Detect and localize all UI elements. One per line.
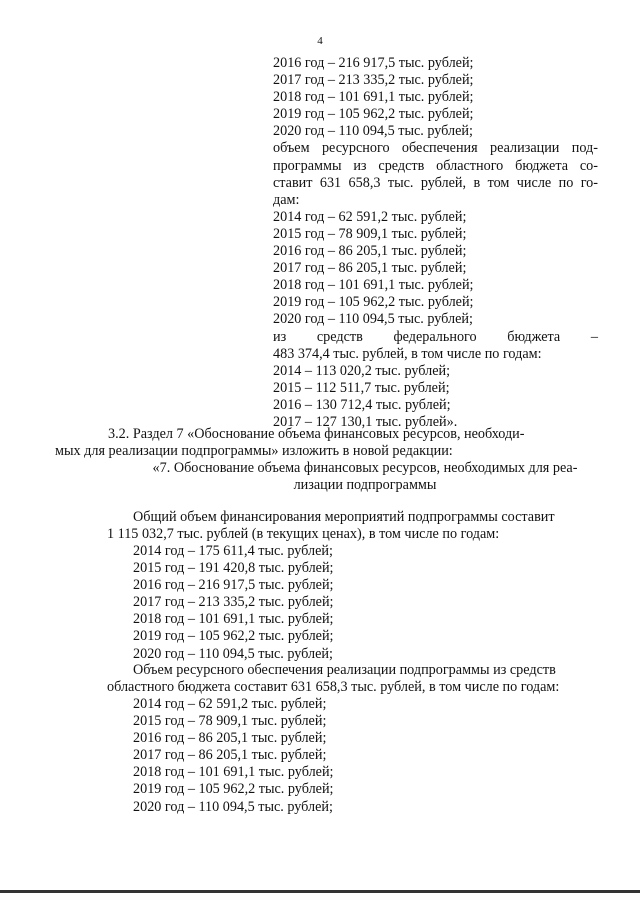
regional-year-line: 2020 год – 110 094,5 тыс. рублей; [273, 311, 473, 328]
resource-paragraph [107, 662, 597, 696]
total-year-line: 2014 год – 175 611,4 тыс. рублей; [133, 543, 333, 559]
regional-year-line: 2016 год – 86 205,1 тыс. рублей; [133, 730, 327, 747]
federal-word: бюджета [507, 328, 561, 345]
regional-year-line: 2018 год – 101 691,1 тыс. рублей; [133, 764, 334, 781]
section-heading [135, 460, 595, 494]
year-line: 2020 год – 110 094,5 тыс. рублей; [273, 123, 473, 140]
regional-year-line: 2019 год – 105 962,2 тыс. рублей; [273, 294, 474, 311]
federal-word: – [590, 328, 598, 345]
regional-year-line: 2020 год – 110 094,5 тыс. рублей; [133, 798, 333, 815]
total-year-line: 2019 год – 105 962,2 тыс. рублей; [133, 628, 334, 645]
federal-word: федерального [393, 328, 477, 345]
federal-year-line: 2016 – 130 712,4 тыс. рублей; [273, 396, 451, 413]
regional-budget-text: объем ресурсного обеспечения реализации под- [273, 140, 598, 157]
year-line: 2018 год – 101 691,1 тыс. рублей; [273, 89, 474, 106]
intro-line: Общий объем финансирования мероприятий подпрограммы составит [133, 509, 555, 525]
regional-year-line: 2018 год – 101 691,1 тыс. рублей; [273, 277, 474, 294]
page-number: 4 [317, 35, 323, 47]
regional-year-line: 2019 год – 105 962,2 тыс. рублей; [133, 781, 334, 798]
lower-total-years [133, 543, 334, 663]
regional-year-line: 2014 год – 62 591,2 тыс. рублей; [133, 696, 327, 712]
regional-year-line: 2015 год – 78 909,1 тыс. рублей; [273, 225, 467, 242]
federal-budget-text [273, 329, 598, 346]
resource-line: Объем ресурсного обеспечения реализации подпрограммы из средств [133, 662, 556, 678]
year-line: 2017 год – 213 335,2 тыс. рублей; [273, 72, 474, 89]
federal-word: из [273, 328, 287, 345]
regional-year-line: 2015 год – 78 909,1 тыс. рублей; [133, 713, 327, 730]
regional-budget-text: ставит 631 658,3 тыс. рублей, в том числе по го- [273, 174, 598, 191]
federal-year-line: 2015 – 112 511,7 тыс. рублей; [273, 379, 450, 396]
section-line: мых для реализации подпрограммы» изложить в новой редакции: [55, 443, 453, 460]
regional-year-line: 2017 год – 86 205,1 тыс. рублей; [273, 260, 467, 277]
total-year-line: 2018 год – 101 691,1 тыс. рублей; [133, 611, 334, 628]
resource-line: областного бюджета составит 631 658,3 тыс. рублей, в том числе по годам: [107, 679, 560, 696]
intro-paragraph [107, 509, 597, 543]
federal-word: средств [316, 328, 363, 345]
total-year-line: 2015 год – 191 420,8 тыс. рублей; [133, 560, 334, 577]
federal-budget-text: 483 374,4 тыс. рублей, в том числе по годам: [273, 345, 542, 362]
section-line: 3.2. Раздел 7 «Обоснование объема финансовых ресурсов, необходи- [108, 426, 525, 442]
intro-line: 1 115 032,7 тыс. рублей (в текущих ценах), в том числе по годам: [107, 526, 500, 543]
federal-year-line: 2014 – 113 020,2 тыс. рублей; [273, 362, 451, 379]
year-line: 2016 год – 216 917,5 тыс. рублей; [273, 55, 474, 71]
heading-line: лизации подпрограммы [293, 477, 437, 494]
heading-line: «7. Обоснование объема финансовых ресурсов, необходимых для реа- [152, 460, 578, 476]
upper-funding-block [273, 55, 598, 431]
federal-year-line: 2017 – 127 130,1 тыс. рублей». [273, 413, 458, 430]
regional-budget-text: программы из средств областного бюджета со- [273, 157, 598, 174]
bottom-rule [0, 890, 640, 893]
lower-regional-years [133, 696, 334, 816]
regional-year-line: 2017 год – 86 205,1 тыс. рублей; [133, 747, 327, 764]
regional-year-line: 2016 год – 86 205,1 тыс. рублей; [273, 243, 467, 260]
section-paragraph [55, 426, 598, 460]
total-year-line: 2016 год – 216 917,5 тыс. рублей; [133, 577, 334, 594]
year-line: 2019 год – 105 962,2 тыс. рублей; [273, 106, 474, 123]
regional-budget-text: дам: [273, 191, 300, 208]
total-year-line: 2020 год – 110 094,5 тыс. рублей; [133, 645, 333, 662]
total-year-line: 2017 год – 213 335,2 тыс. рублей; [133, 594, 334, 611]
regional-year-line: 2014 год – 62 591,2 тыс. рублей; [273, 208, 467, 225]
